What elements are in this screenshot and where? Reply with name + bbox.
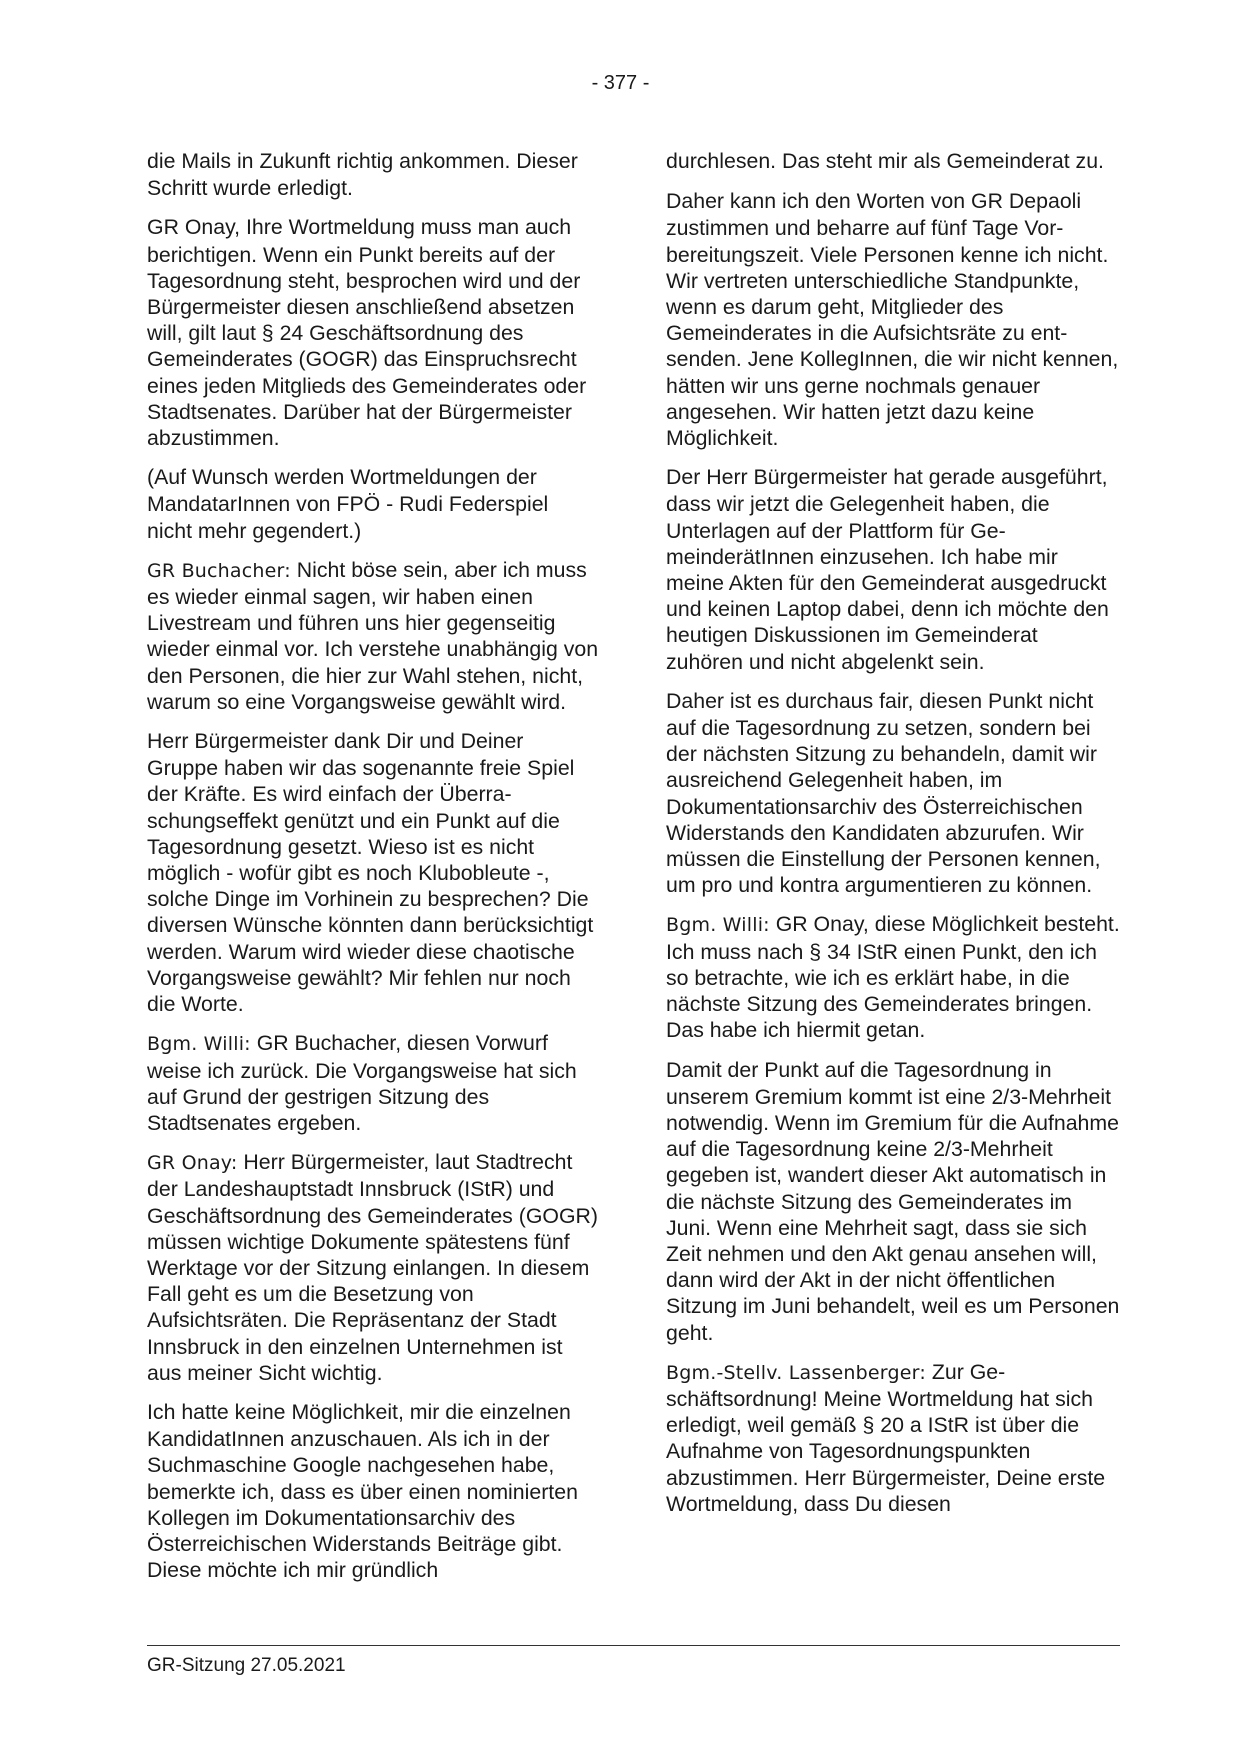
paragraph-text: durchlesen. Das steht mir als Gemeinderat zu. [666,149,1104,173]
paragraph-text: GR Buchacher, diesen Vorwurf weise ich zurück. Die Vorgangsweise hat sich auf Grund der gestrigen Sitzung des Stadtsenates ergeben. [147,1031,577,1135]
paragraph [666,148,1120,175]
paragraph-text: GR Onay, Ihre Wortmeldung muss man auch berichtigen. Wenn ein Punkt bereits auf der Tagesordnung steht, besprochen wird und der Bürgermeister diesen anschließend absetzen will, gilt laut § 24 Geschäftsordnung des Gemeinderates (GOGR) das Einspruchsrecht eines jeden Mitglieds des Gemeinderates oder Stadtsenates. Darüber hat der Bürgermeister abzustimmen. [147,215,587,451]
paragraph [147,148,599,201]
paragraph-text: Damit der Punkt auf die Tagesordnung in unserem Gremium kommt ist eine 2/3-Mehrheit notwendig. Wenn im Gremium für die Aufnahme auf die Tagesordnung keine 2/3-Mehrheit gegeben ist, wandert dieser Akt automatisch in die nächste Sitzung des Gemeinderates im Juni. Wenn eine Mehrheit sagt, dass sie sich Zeit nehmen und den Akt genau ansehen will, dann wird der Akt in der nicht öffentlichen Sitzung im Juni behandelt, weil es um Personen geht. [666,1057,1120,1345]
paragraph [147,728,599,1017]
speaker-name: GR Buchacher: [147,559,291,582]
paragraph [666,1057,1120,1346]
paragraph-text: Nicht böse sein, aber ich muss es wieder einmal sagen, wir haben einen Livestream und führen uns hier gegenseitig wieder einmal vor. Ich verstehe unabhängig von den Personen, die hier zur Wahl stehen, nicht, warum so eine Vorgangsweise gewählt wird. [147,557,599,714]
speaker-name: Bgm.-Stellv. Lassenberger: [666,1361,926,1384]
speaker-name: Bgm. Willi: [666,914,770,937]
paragraph-text: Zur Geschäftsordnung! Meine Wortmeldung hat sich erledigt, weil gemäß § 20 a IStR ist über die Aufnahme von Tagesordnungspunkten abzustimmen. Herr Bürgermeister, Deine erste Wortmeldung, dass Du diesen [666,1359,1106,1516]
paragraph [147,214,599,451]
paragraph-text: Daher kann ich den Worten von GR Depaoli zustimmen und beharre auf fünf Tage Vorbereitungszeit. Viele Personen kenne ich nicht. Wir vertreten unterschiedliche Standpunkte, wenn es darum geht, Mitglieder des Gemeinderates in die Aufsichtsräte zu entsenden. Jene KollegInnen, die wir nicht kennen, hätten wir uns gerne nochmals genauer angesehen. Wir hatten jetzt dazu keine Möglichkeit. [666,189,1119,451]
paragraph [147,1399,599,1583]
paragraph-text: GR Onay, diese Möglichkeit besteht. Ich muss nach § 34 IStR einen Punkt, den ich so betrachte, wie ich es erklärt habe, in die nächste Sitzung des Gemeinderates bringen. Das habe ich hiermit getan. [666,912,1120,1043]
page-number: - 377 - [591,72,650,94]
paragraph-text: Der Herr Bürgermeister hat gerade ausgeführt, dass wir jetzt die Gelegenheit haben, die Unterlagen auf der Plattform für GemeinderätInnen einzusehen. Ich habe mir meine Akten für den Gemeinderat ausgedruckt und keinen Laptop dabei, denn ich möchte den heutigen Diskussionen im Gemeinderat zuhören und nicht abgelenkt sein. [666,465,1109,674]
paragraph [147,1149,599,1386]
paragraph [666,464,1120,675]
paragraph-text: Daher ist es durchaus fair, diesen Punkt nicht auf die Tagesordnung zu setzen, sondern bei der nächsten Sitzung zu behandeln, damit wir ausreichend Gelegenheit haben, im Dokumentationsarchiv des Österreichischen Widerstands den Kandidaten abzurufen. Wir müssen die Einstellung der Personen kennen, um pro und kontra argumentieren zu können. [666,688,1101,898]
paragraph-text: Herr Bürgermeister, laut Stadtrecht der Landeshauptstadt Innsbruck (IStR) und Geschäftsordnung des Gemeinderates (GOGR) müssen wichtige Dokumente spätestens fünf Werktage vor der Sitzung einlangen. In diesem Fall geht es um die Besetzung von Aufsichtsräten. Die Repräsentanz der Stadt Innsbruck in den einzelnen Unternehmen ist aus meiner Sicht wichtig. [147,1150,598,1385]
left-column [147,148,599,1596]
paragraph-text: Herr Bürgermeister dank Dir und Deiner Gruppe haben wir das sogenannte freie Spiel der Kräfte. Es wird einfach der Überraschungseffekt genützt und ein Punkt auf die Tagesordnung gesetzt. Wieso ist es nicht möglich - wofür gibt es noch Klubobleute -, solche Dinge im Vorhinein zu besprechen? Die diversen Wünsche könnten dann berücksichtigt werden. Warum wird wieder diese chaotische Vorgangsweise gewählt? Mir fehlen nur noch die Worte. [147,729,594,1017]
paragraph [666,911,1120,1043]
paragraph [147,557,599,715]
right-column [666,148,1120,1530]
paragraph [147,464,599,544]
paragraph [666,688,1120,899]
paragraph [666,188,1120,451]
paragraph [147,1030,599,1136]
paragraph-text: die Mails in Zukunft richtig ankommen. Dieser Schritt wurde erledigt. [147,149,578,201]
paragraph [666,1359,1120,1517]
footer-divider [147,1645,1120,1646]
paragraph-text: (Auf Wunsch werden Wortmeldungen der MandatarInnen von FPÖ - Rudi Federspiel nicht mehr gegendert.) [147,465,549,543]
speaker-name: Bgm. Willi: [147,1033,251,1056]
speaker-name: GR Onay: [147,1152,238,1175]
footer-session-date: GR-Sitzung 27.05.2021 [147,1655,346,1676]
paragraph-text: Ich hatte keine Möglichkeit, mir die einzelnen KandidatInnen anzuschauen. Als ich in der Suchmaschine Google nachgesehen habe, bemerkte ich, dass es über einen nominierten Kollegen im Dokumentationsarchiv des Österreichischen Widerstands Beiträge gibt. Diese möchte ich mir gründlich [147,1399,578,1583]
